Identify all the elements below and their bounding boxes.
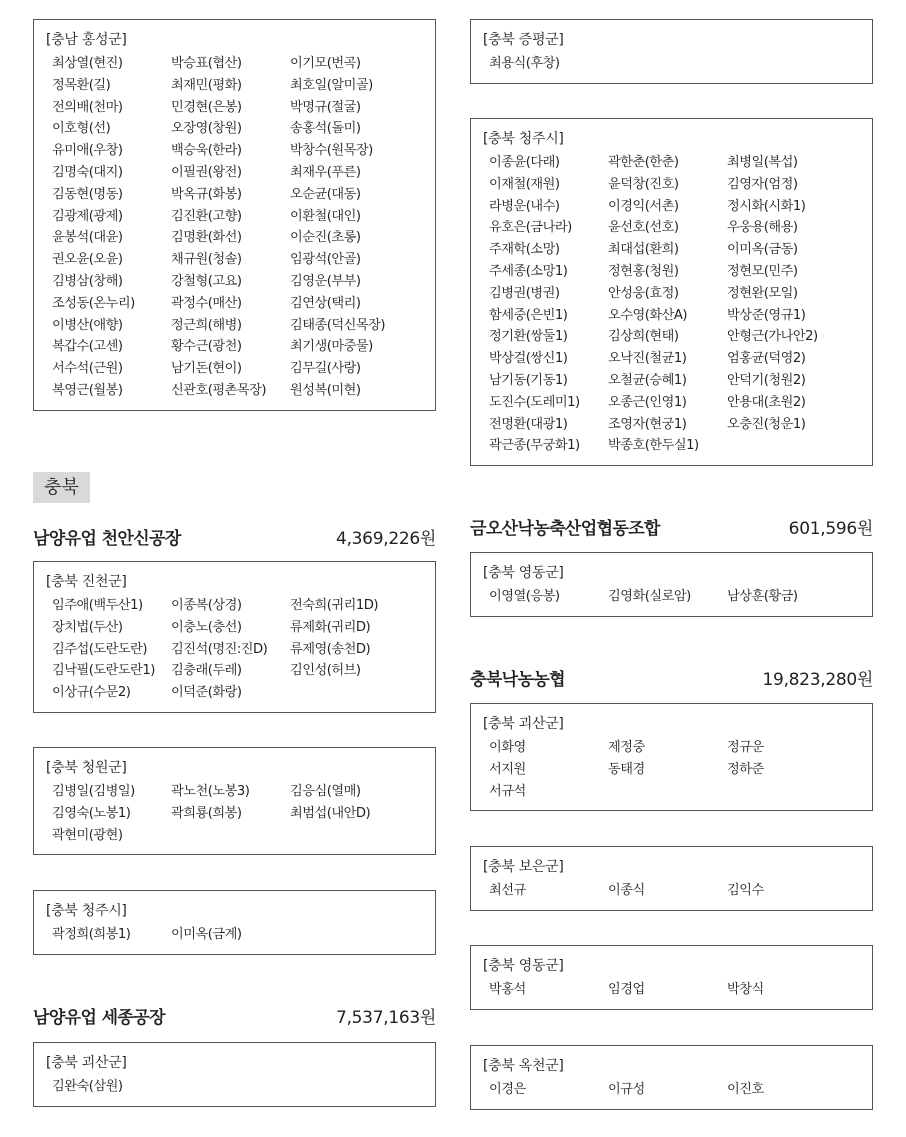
member-name: 이종복(상경) <box>171 598 242 613</box>
member-name: 김무길(사랑) <box>290 361 361 377</box>
group-box <box>470 703 873 811</box>
member-name: 최선규 <box>489 883 526 898</box>
member-name: 김영운(부부) <box>290 273 361 289</box>
member-name: 류제화(귀리D) <box>290 619 371 635</box>
member-name: 김완숙(삼원) <box>52 1079 123 1094</box>
member-name: 정규운 <box>727 740 764 755</box>
member-name: 김동현(명동) <box>52 186 123 202</box>
member-name: 이병산(애향) <box>52 317 123 333</box>
group-title: [충남 홍성군] <box>46 32 127 48</box>
member-name: 오충진(청운1) <box>727 416 806 432</box>
member-name: 채규원(청솔) <box>171 252 242 268</box>
member-name: 곽희룡(희봉) <box>171 805 242 821</box>
member-name: 최기생(마중물) <box>290 339 373 355</box>
member-name: 주세종(소망1) <box>489 263 568 279</box>
member-name: 백승욱(한라) <box>171 143 242 159</box>
group-box <box>470 552 873 617</box>
member-name: 곽정수(매산) <box>171 295 242 311</box>
member-name: 곽한춘(한춘) <box>608 155 679 170</box>
member-name: 동태경 <box>608 761 645 777</box>
name-grid <box>46 595 423 704</box>
member-name: 김익수 <box>727 883 764 898</box>
member-name: 김태종(덕신목장) <box>290 317 385 333</box>
section-header <box>33 524 436 549</box>
region-tag: 충북 <box>33 472 90 503</box>
group-title: [충북 청주시] <box>483 131 564 147</box>
payment-amount: 4,369,226원 <box>336 529 436 549</box>
group-box <box>470 19 873 84</box>
member-name: 송홍석(돌미) <box>290 121 361 137</box>
group-box <box>33 1042 436 1107</box>
member-name: 우웅용(해용) <box>727 220 798 236</box>
member-name: 박홍석 <box>489 982 526 997</box>
group-title: [충북 보은군] <box>483 859 564 875</box>
member-name: 박상걸(쌍신1) <box>489 351 568 367</box>
group-title: [충북 괴산군] <box>46 1055 127 1071</box>
name-grid <box>483 152 860 457</box>
member-name: 김영화(실로암) <box>608 589 691 604</box>
member-name: 복영근(월봉) <box>52 382 123 398</box>
name-grid <box>483 737 860 802</box>
member-name: 최병일(복섭) <box>727 155 798 170</box>
member-name: 라병운(내수) <box>489 198 560 214</box>
member-name: 유미애(우창) <box>52 143 123 159</box>
name-grid <box>46 781 423 846</box>
member-name: 임광석(안골) <box>290 252 361 268</box>
member-name: 이기모(번곡) <box>290 56 361 71</box>
member-name: 정기환(쌍둘1) <box>489 329 568 345</box>
member-name: 김낙필(도란도란1) <box>52 663 155 679</box>
member-name: 김인성(허브) <box>290 663 361 679</box>
member-name: 황수근(광천) <box>171 339 242 355</box>
member-name: 이진호 <box>727 1082 764 1097</box>
member-name: 김병삼(창해) <box>52 273 123 289</box>
member-name: 곽근종(무궁화1) <box>489 438 580 454</box>
member-name: 김광제(광제) <box>52 208 123 224</box>
member-name: 김연상(택리) <box>290 295 361 311</box>
member-name: 제정중 <box>608 740 645 755</box>
member-name: 윤봉석(대윤) <box>52 230 123 246</box>
member-name: 김병권(병권) <box>489 285 560 301</box>
member-name: 임경업 <box>608 982 645 997</box>
member-name: 최대섭(환희) <box>608 242 679 258</box>
member-name: 서규석 <box>489 783 526 799</box>
member-name: 이상규(수문2) <box>52 685 131 701</box>
member-name: 안성웅(효정) <box>608 285 679 301</box>
name-grid <box>483 53 860 75</box>
member-name: 박상준(영규1) <box>727 307 806 323</box>
group-box <box>470 118 873 466</box>
group-title: [충북 청주시] <box>46 903 127 919</box>
member-name: 이환철(대인) <box>290 208 361 224</box>
group-title: [충북 괴산군] <box>483 716 564 732</box>
member-name: 정현모(민주) <box>727 263 798 279</box>
name-grid <box>46 53 423 402</box>
member-name: 임주애(백두산1) <box>52 598 143 613</box>
name-grid <box>483 880 860 902</box>
member-name: 함세중(은빈1) <box>489 307 568 323</box>
member-name: 곽노천(노봉3) <box>171 784 250 799</box>
member-name: 조영자(현궁1) <box>608 416 687 432</box>
member-name: 최상열(현진) <box>52 56 123 71</box>
member-name: 신관호(평촌목장) <box>171 382 266 398</box>
member-name: 이충노(충선) <box>171 619 242 635</box>
member-name: 정목환(길) <box>52 77 111 93</box>
member-name: 정하준 <box>727 761 764 777</box>
member-name: 강철형(고요) <box>171 273 242 289</box>
member-name: 남상훈(황금) <box>727 589 798 604</box>
member-name: 박승표(협산) <box>171 56 242 71</box>
member-name: 김진석(명진:진D) <box>171 641 268 657</box>
member-name: 남기돈(현이) <box>171 361 242 377</box>
member-name: 박창식 <box>727 982 764 997</box>
member-name: 도진수(도레미1) <box>489 394 580 410</box>
member-name: 최범섭(내안D) <box>290 805 371 821</box>
member-name: 정근희(해병) <box>171 317 242 333</box>
member-name: 안용대(초원2) <box>727 394 806 410</box>
member-name: 정현완(모일) <box>727 285 798 301</box>
member-name: 김진환(고향) <box>171 208 242 224</box>
member-name: 조성동(온누리) <box>52 295 135 311</box>
section-header <box>33 1003 436 1028</box>
member-name: 윤선호(선호) <box>608 220 679 236</box>
member-name: 박옥규(화봉) <box>171 186 242 202</box>
group-box <box>470 945 873 1010</box>
group-title: [충북 증평군] <box>483 32 564 48</box>
group-box <box>33 561 436 713</box>
member-name: 김주섭(도란도란) <box>52 641 147 657</box>
member-name: 정현홍(청원) <box>608 263 679 279</box>
payment-amount: 19,823,280원 <box>762 670 873 690</box>
member-name: 이영열(응봉) <box>489 589 560 604</box>
member-name: 오낙진(철균1) <box>608 351 687 367</box>
member-name: 민경현(은봉) <box>171 99 242 115</box>
member-name: 이미옥(금계) <box>171 927 242 942</box>
group-box <box>33 19 436 411</box>
section-header <box>470 514 873 539</box>
member-name: 최호일(알미골) <box>290 77 373 93</box>
company-name: 충북낙농농협 <box>470 670 565 690</box>
group-box <box>33 747 436 855</box>
member-name: 박명규(절굴) <box>290 99 361 115</box>
name-grid <box>46 924 423 946</box>
member-name: 김충래(두레) <box>171 663 242 679</box>
member-name: 권오윤(오윤) <box>52 252 123 268</box>
member-name: 김영자(엄정) <box>727 176 798 192</box>
member-name: 오순균(대동) <box>290 186 361 202</box>
payment-amount: 601,596원 <box>788 519 873 539</box>
group-title: [충북 옥천군] <box>483 1058 564 1074</box>
group-title: [충북 영동군] <box>483 565 564 581</box>
group-title: [충북 진천군] <box>46 574 127 590</box>
section-header <box>470 665 873 690</box>
member-name: 안형근(가나안2) <box>727 329 818 345</box>
member-name: 이호형(선) <box>52 121 111 137</box>
name-grid <box>46 1076 423 1098</box>
member-name: 오종근(인영1) <box>608 394 687 410</box>
member-name: 이재철(재원) <box>489 176 560 192</box>
member-name: 엄홍균(덕영2) <box>727 351 806 367</box>
member-name: 이순진(초롱) <box>290 230 361 246</box>
member-name: 정시화(시화1) <box>727 198 806 214</box>
member-name: 오철균(승혜1) <box>608 372 687 388</box>
member-name: 곽현미(광현) <box>52 827 123 843</box>
member-name: 최재민(평화) <box>171 77 242 93</box>
member-name: 남기동(기동1) <box>489 372 568 388</box>
member-name: 윤덕창(진호) <box>608 176 679 192</box>
member-name: 이규성 <box>608 1082 645 1097</box>
member-name: 서수석(근원) <box>52 361 123 377</box>
member-name: 김응심(열매) <box>290 784 361 799</box>
group-title: [충북 청원군] <box>46 760 127 776</box>
member-name: 복갑수(고센) <box>52 339 123 355</box>
member-name: 곽정희(희봉1) <box>52 927 131 942</box>
member-name: 이경익(서촌) <box>608 198 679 214</box>
member-name: 안덕기(청원2) <box>727 372 806 388</box>
member-name: 최재우(푸른) <box>290 164 361 180</box>
group-box <box>33 890 436 955</box>
member-name: 유호은(금나라) <box>489 220 572 236</box>
member-name: 이덕준(화랑) <box>171 685 242 701</box>
member-name: 김상희(현태) <box>608 329 679 345</box>
member-name: 박종호(한두실1) <box>608 438 699 454</box>
group-box <box>470 1045 873 1110</box>
name-grid <box>483 1079 860 1101</box>
member-name: 전숙희(귀리1D) <box>290 598 379 613</box>
member-name: 이미옥(금동) <box>727 242 798 258</box>
group-box <box>470 846 873 911</box>
member-name: 전의배(천마) <box>52 99 123 115</box>
member-name: 이필권(왕전) <box>171 164 242 180</box>
member-name: 김명숙(대지) <box>52 164 123 180</box>
member-name: 이경은 <box>489 1082 526 1097</box>
member-name: 주재학(소망) <box>489 242 560 258</box>
name-grid <box>483 979 860 1001</box>
member-name: 서지원 <box>489 761 526 777</box>
member-name: 이화영 <box>489 740 526 755</box>
member-name: 류제영(송천D) <box>290 641 371 657</box>
member-name: 오수영(화산A) <box>608 307 688 323</box>
member-name: 최용식(후창) <box>489 56 560 71</box>
payment-amount: 7,537,163원 <box>336 1008 436 1028</box>
group-title: [충북 영동군] <box>483 958 564 974</box>
member-name: 이종식 <box>608 883 645 898</box>
name-grid <box>483 586 860 608</box>
member-name: 원성복(미현) <box>290 382 361 398</box>
company-name: 남양유업 천안신공장 <box>33 529 181 549</box>
member-name: 김병일(김병일) <box>52 784 135 799</box>
member-name: 박창수(원목장) <box>290 143 373 159</box>
company-name: 금오산낙농축산업협동조합 <box>470 519 660 539</box>
company-name: 남양유업 세종공장 <box>33 1008 165 1028</box>
member-name: 김명환(화선) <box>171 230 242 246</box>
member-name: 장치법(두산) <box>52 619 123 635</box>
member-name: 전명환(대광1) <box>489 416 568 432</box>
member-name: 이종윤(다래) <box>489 155 560 170</box>
member-name: 김영숙(노봉1) <box>52 805 131 821</box>
member-name: 오장영(창원) <box>171 121 242 137</box>
